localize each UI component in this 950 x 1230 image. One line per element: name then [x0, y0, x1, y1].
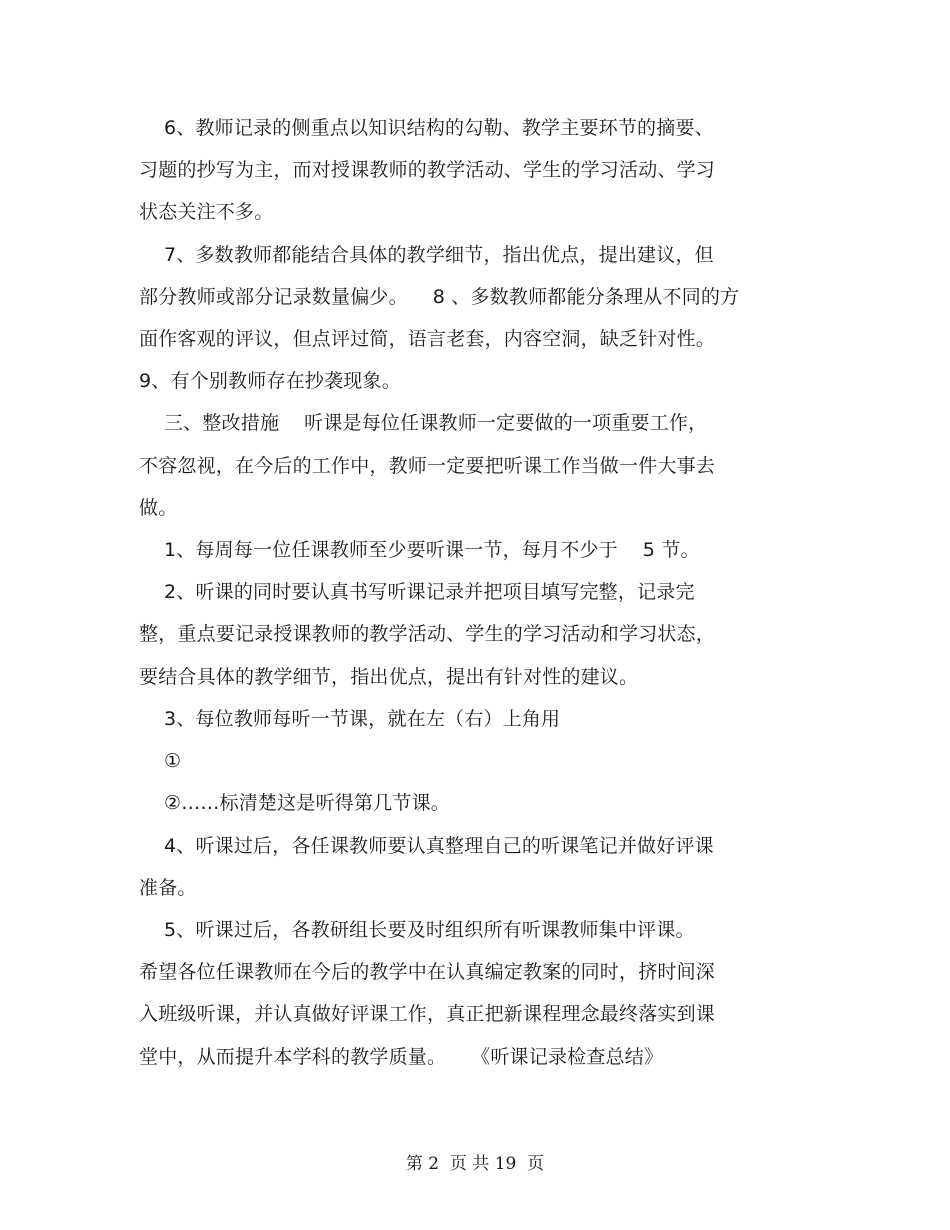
text-line: 2、听课的同时要认真书写听课记录并把项目填写完整，记录完	[139, 581, 695, 603]
text-line: 堂中，从而提升本学科的教学质量。 《听课记录检查总结》	[139, 1046, 664, 1068]
text-line: 习题的抄写为主，而对授课教师的教学活动、学生的学习活动、学习	[139, 159, 716, 181]
text-line: 不容忽视，在今后的工作中，教师一定要把听课工作当做一件大事去	[139, 455, 716, 477]
text-line: 整，重点要记录授课教师的教学活动、学生的学习活动和学习状态，	[139, 623, 716, 645]
text-line: 做。	[139, 497, 178, 519]
text-line: ①	[139, 750, 182, 772]
text-line: 要结合具体的教学细节，指出优点，提出有针对性的建议。	[139, 666, 639, 688]
text-line: 5、听课过后，各教研组长要及时组织所有听课教师集中评课。	[139, 919, 695, 941]
text-line: 面作客观的评议，但点评过简，语言老套，内容空洞，缺乏针对性。	[139, 328, 716, 350]
text-line: 3、每位教师每听一节课，就在左（右）上角用	[139, 708, 561, 730]
text-line: 准备。	[139, 877, 197, 899]
text-line: 部分教师或部分记录数量偏少。 8 、多数教师都能分条理从不同的方	[139, 286, 740, 308]
text-line: 希望各位任课教师在今后的教学中在认真编定教案的同时，挤时间深	[139, 961, 716, 983]
text-line: 6、教师记录的侧重点以知识结构的勾勒、教学主要环节的摘要、	[139, 117, 714, 139]
page-number-footer: 第 2 页 共 19 页	[405, 1154, 545, 1174]
text-line: 7、多数教师都能结合具体的教学细节，指出优点，提出建议，但	[139, 244, 714, 266]
text-line: ②……标清楚这是听得第几节课。	[139, 792, 450, 814]
text-line: 状态关注不多。	[139, 201, 274, 223]
text-line: 入班级听课，并认真做好评课工作，真正把新课程理念最终落实到课	[139, 1003, 716, 1025]
text-line: 4、听课过后，各任课教师要认真整理自己的听课笔记并做好评课	[139, 835, 714, 857]
section-heading-line: 三、整改措施 听课是每位任课教师一定要做的一项重要工作，	[139, 412, 708, 434]
text-line: 9、有个别教师存在抄袭现象。	[139, 370, 401, 392]
text-line: 1、每周每一位任课教师至少要听课一节，每月不少于 5 节。	[139, 539, 700, 561]
